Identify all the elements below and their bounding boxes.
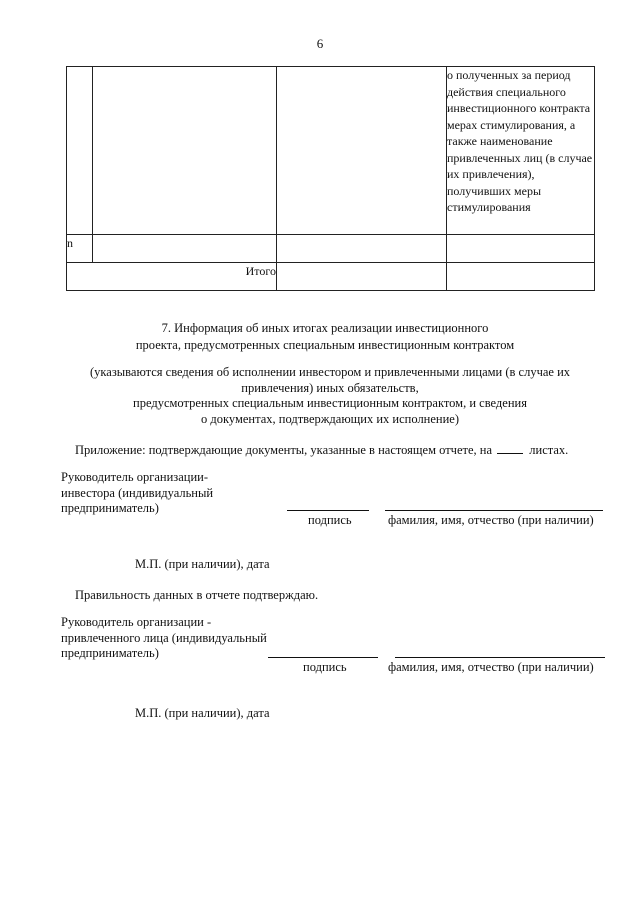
investor-signer-label	[61, 470, 301, 517]
table-cell	[67, 67, 93, 235]
investor-signature-line	[287, 510, 369, 511]
confirmation-text: Правильность данных в отчете подтверждаю.	[75, 588, 319, 602]
table-cell	[447, 235, 595, 263]
attachment-line	[75, 441, 568, 458]
table-cell	[93, 67, 277, 235]
table-row-total	[67, 263, 595, 291]
attracted-name-line	[395, 657, 605, 658]
sheet-count-blank	[497, 441, 523, 454]
page-number: 6	[316, 36, 324, 51]
label-line: предприниматель)	[61, 646, 159, 660]
section-title-line: 7. Информация об иных итогах реализации инвестиционного	[161, 321, 489, 335]
investor-signature-caption: подпись	[308, 513, 352, 527]
table-row-continued	[67, 67, 595, 235]
table-cell	[277, 263, 447, 291]
measures-table	[66, 66, 595, 291]
investor-name-line	[385, 510, 603, 511]
section-title-line: проекта, предусмотренных специальным инвестиционным контрактом	[135, 338, 515, 352]
investor-stamp-date: М.П. (при наличии), дата	[135, 557, 270, 571]
attracted-signature-line	[268, 657, 378, 658]
table-cell-measures-description: о полученных за период действия специального инвестиционного контракта мерах стимулирования, а также наименование привлеченных лиц (в случае их привлечения), получивших меры стимулирования	[447, 67, 595, 235]
note-line: о документах, подтверждающих их исполнение)	[200, 411, 460, 426]
section-7-note	[80, 365, 580, 427]
note-line: (указываются сведения об исполнении инвестором и привлеченными лицами (в случае их	[89, 365, 571, 379]
table-cell-total-label: Итого	[67, 263, 277, 291]
attracted-stamp-date: М.П. (при наличии), дата	[135, 706, 270, 720]
table-cell-row-number: n	[67, 235, 93, 263]
table-cell	[277, 235, 447, 263]
table-cell	[93, 235, 277, 263]
note-line: предусмотренных специальным инвестиционным контрактом, и сведения	[133, 396, 527, 410]
section-7-title	[90, 320, 560, 354]
label-line: Руководитель организации -	[61, 615, 212, 629]
label-line: инвестора (индивидуальный	[61, 485, 214, 500]
table-cell	[277, 67, 447, 235]
label-line: привлеченного лица (индивидуальный	[61, 630, 267, 645]
note-line: привлечения) иных обязательств,	[241, 380, 419, 395]
attracted-signer-label	[61, 615, 301, 662]
label-line: предприниматель)	[61, 501, 159, 515]
attachment-suffix: листах.	[529, 443, 569, 457]
attachment-prefix: Приложение: подтверждающие документы, указанные в настоящем отчете, на	[75, 443, 493, 457]
table-row-n	[67, 235, 595, 263]
investor-name-caption: фамилия, имя, отчество (при наличии)	[388, 513, 594, 527]
table-cell	[447, 263, 595, 291]
label-line: Руководитель организации-	[61, 470, 208, 484]
attracted-signature-caption: подпись	[303, 660, 347, 674]
attracted-name-caption: фамилия, имя, отчество (при наличии)	[388, 660, 594, 674]
